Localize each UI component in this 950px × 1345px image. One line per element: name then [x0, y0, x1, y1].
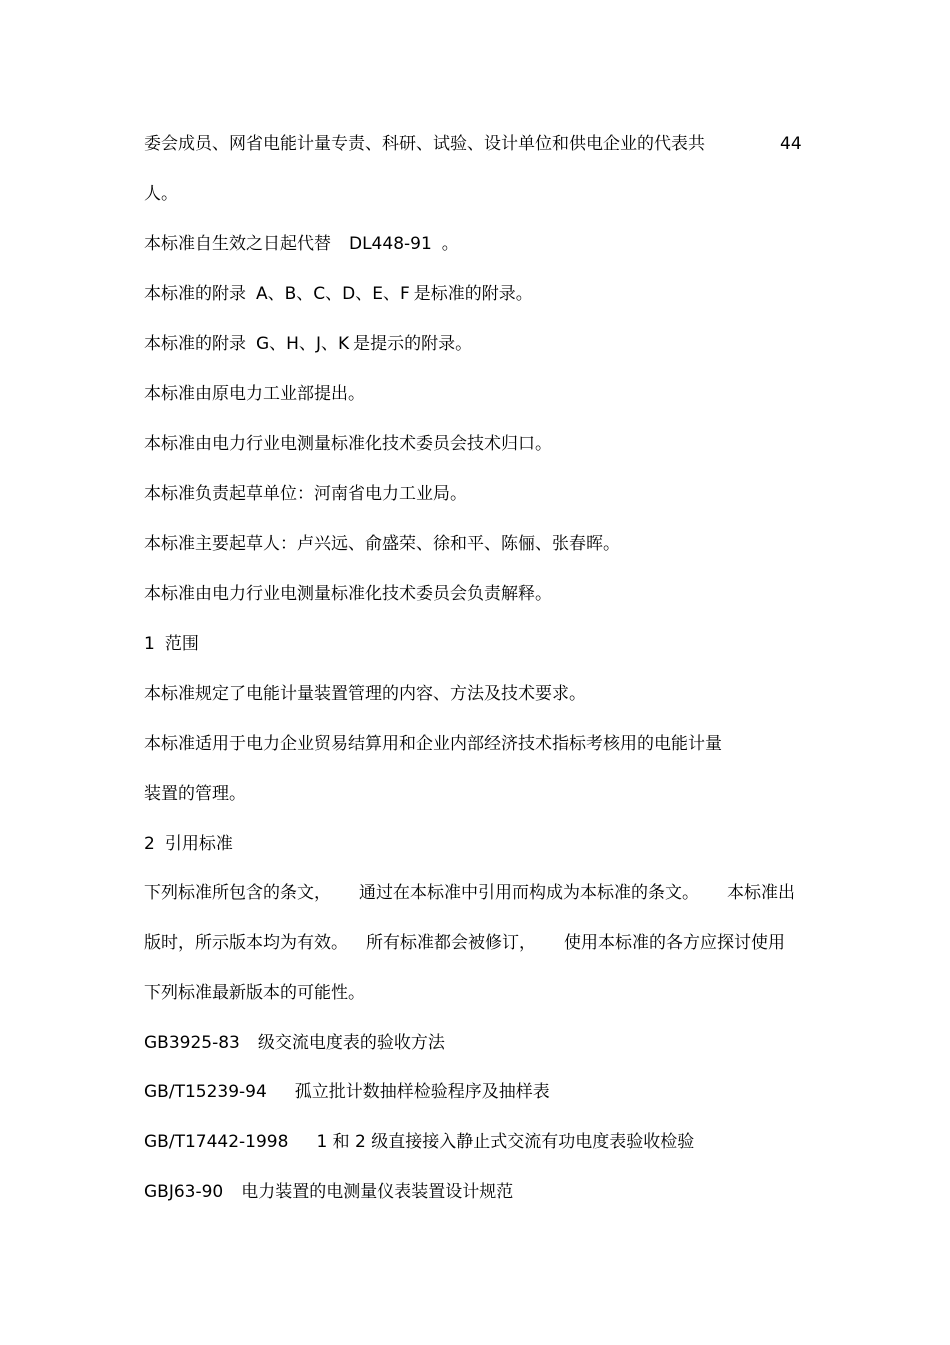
intro-text: 人。 — [144, 184, 178, 204]
appendix-prefix: 本标准的附录 — [144, 284, 246, 304]
paragraph-normative-appendix — [144, 283, 533, 305]
paragraph-centralized: 本标准由电力行业电测量标准化技术委员会技术归口。 — [144, 434, 552, 454]
appendix-suffix: 是提示的附录。 — [353, 334, 473, 354]
appendix-suffix: 是标准的附录。 — [413, 284, 533, 304]
paragraph-scope-applicability-line2: 装置的管理。 — [144, 784, 246, 804]
reference-item — [144, 1181, 513, 1203]
paragraph-interpretation: 本标准由电力行业电测量标准化技术委员会负责解释。 — [144, 584, 552, 604]
references-text: 下列标准所包含的条文， — [144, 883, 331, 903]
section-title: 范围 — [164, 634, 199, 654]
replaced-standard-code: DL448-91 — [349, 234, 432, 254]
paragraph-scope-content: 本标准规定了电能计量装置管理的内容、方法及技术要求。 — [144, 684, 586, 704]
paragraph-proposed: 本标准由原电力工业部提出。 — [144, 384, 365, 404]
section-title: 引用标准 — [164, 834, 233, 854]
section-number: 2 — [144, 834, 155, 854]
appendix-list: G、H、J、K — [256, 334, 350, 354]
paragraph-references-line2 — [144, 932, 785, 954]
paragraph-replacement — [144, 233, 459, 255]
reference-title: 级交流电度表的验收方法 — [257, 1033, 445, 1053]
section-heading-references — [144, 833, 233, 855]
replace-prefix: 本标准自生效之日起代替 — [144, 234, 331, 254]
reference-code: GB/T15239-94 — [144, 1082, 267, 1102]
reference-item — [144, 1131, 694, 1153]
reference-title: 电力装置的电测量仪表装置设计规范 — [241, 1182, 514, 1202]
references-text: 通过在本标准中引用而构成为本标准的条文。 — [359, 883, 699, 903]
references-text: 版时，所示版本均为有效。 — [144, 933, 348, 953]
paragraph-references-line1 — [144, 882, 795, 904]
paragraph-intro-line1 — [144, 133, 705, 155]
paragraph-scope-applicability-line1: 本标准适用于电力企业贸易结算用和企业内部经济技术指标考核用的电能计量 — [144, 734, 722, 754]
intro-text: 委会成员、网省电能计量专责、科研、试验、设计单位和供电企业的代表共 — [144, 134, 705, 154]
paragraph-references-line3: 下列标准最新版本的可能性。 — [144, 983, 365, 1003]
paragraph-drafting-unit: 本标准负责起草单位：河南省电力工业局。 — [144, 484, 467, 504]
reference-code: GBJ63-90 — [144, 1182, 224, 1202]
section-heading-scope — [144, 633, 199, 655]
reference-item — [144, 1081, 550, 1103]
reference-code: GB3925-83 — [144, 1033, 240, 1053]
references-text: 本标准出 — [727, 883, 795, 903]
appendix-list: A、B、C、D、E、F — [256, 284, 410, 304]
replace-suffix: 。 — [441, 234, 459, 254]
reference-title: 孤立批计数抽样检验程序及抽样表 — [294, 1082, 550, 1102]
paragraph-informative-appendix — [144, 333, 472, 355]
appendix-prefix: 本标准的附录 — [144, 334, 246, 354]
section-number: 1 — [144, 634, 155, 654]
references-text: 使用本标准的各方应探讨使用 — [564, 933, 785, 953]
reference-item — [144, 1032, 445, 1054]
paragraph-drafters: 本标准主要起草人：卢兴远、俞盛荣、徐和平、陈俪、张春晖。 — [144, 534, 620, 554]
reference-code: GB/T17442-1998 — [144, 1132, 289, 1152]
representative-count: 44 — [780, 134, 802, 154]
paragraph-intro-line2 — [144, 183, 178, 205]
references-text: 所有标准都会被修订， — [366, 933, 536, 953]
reference-title: 1 和 2 级直接接入静止式交流有功电度表验收检验 — [316, 1132, 695, 1152]
